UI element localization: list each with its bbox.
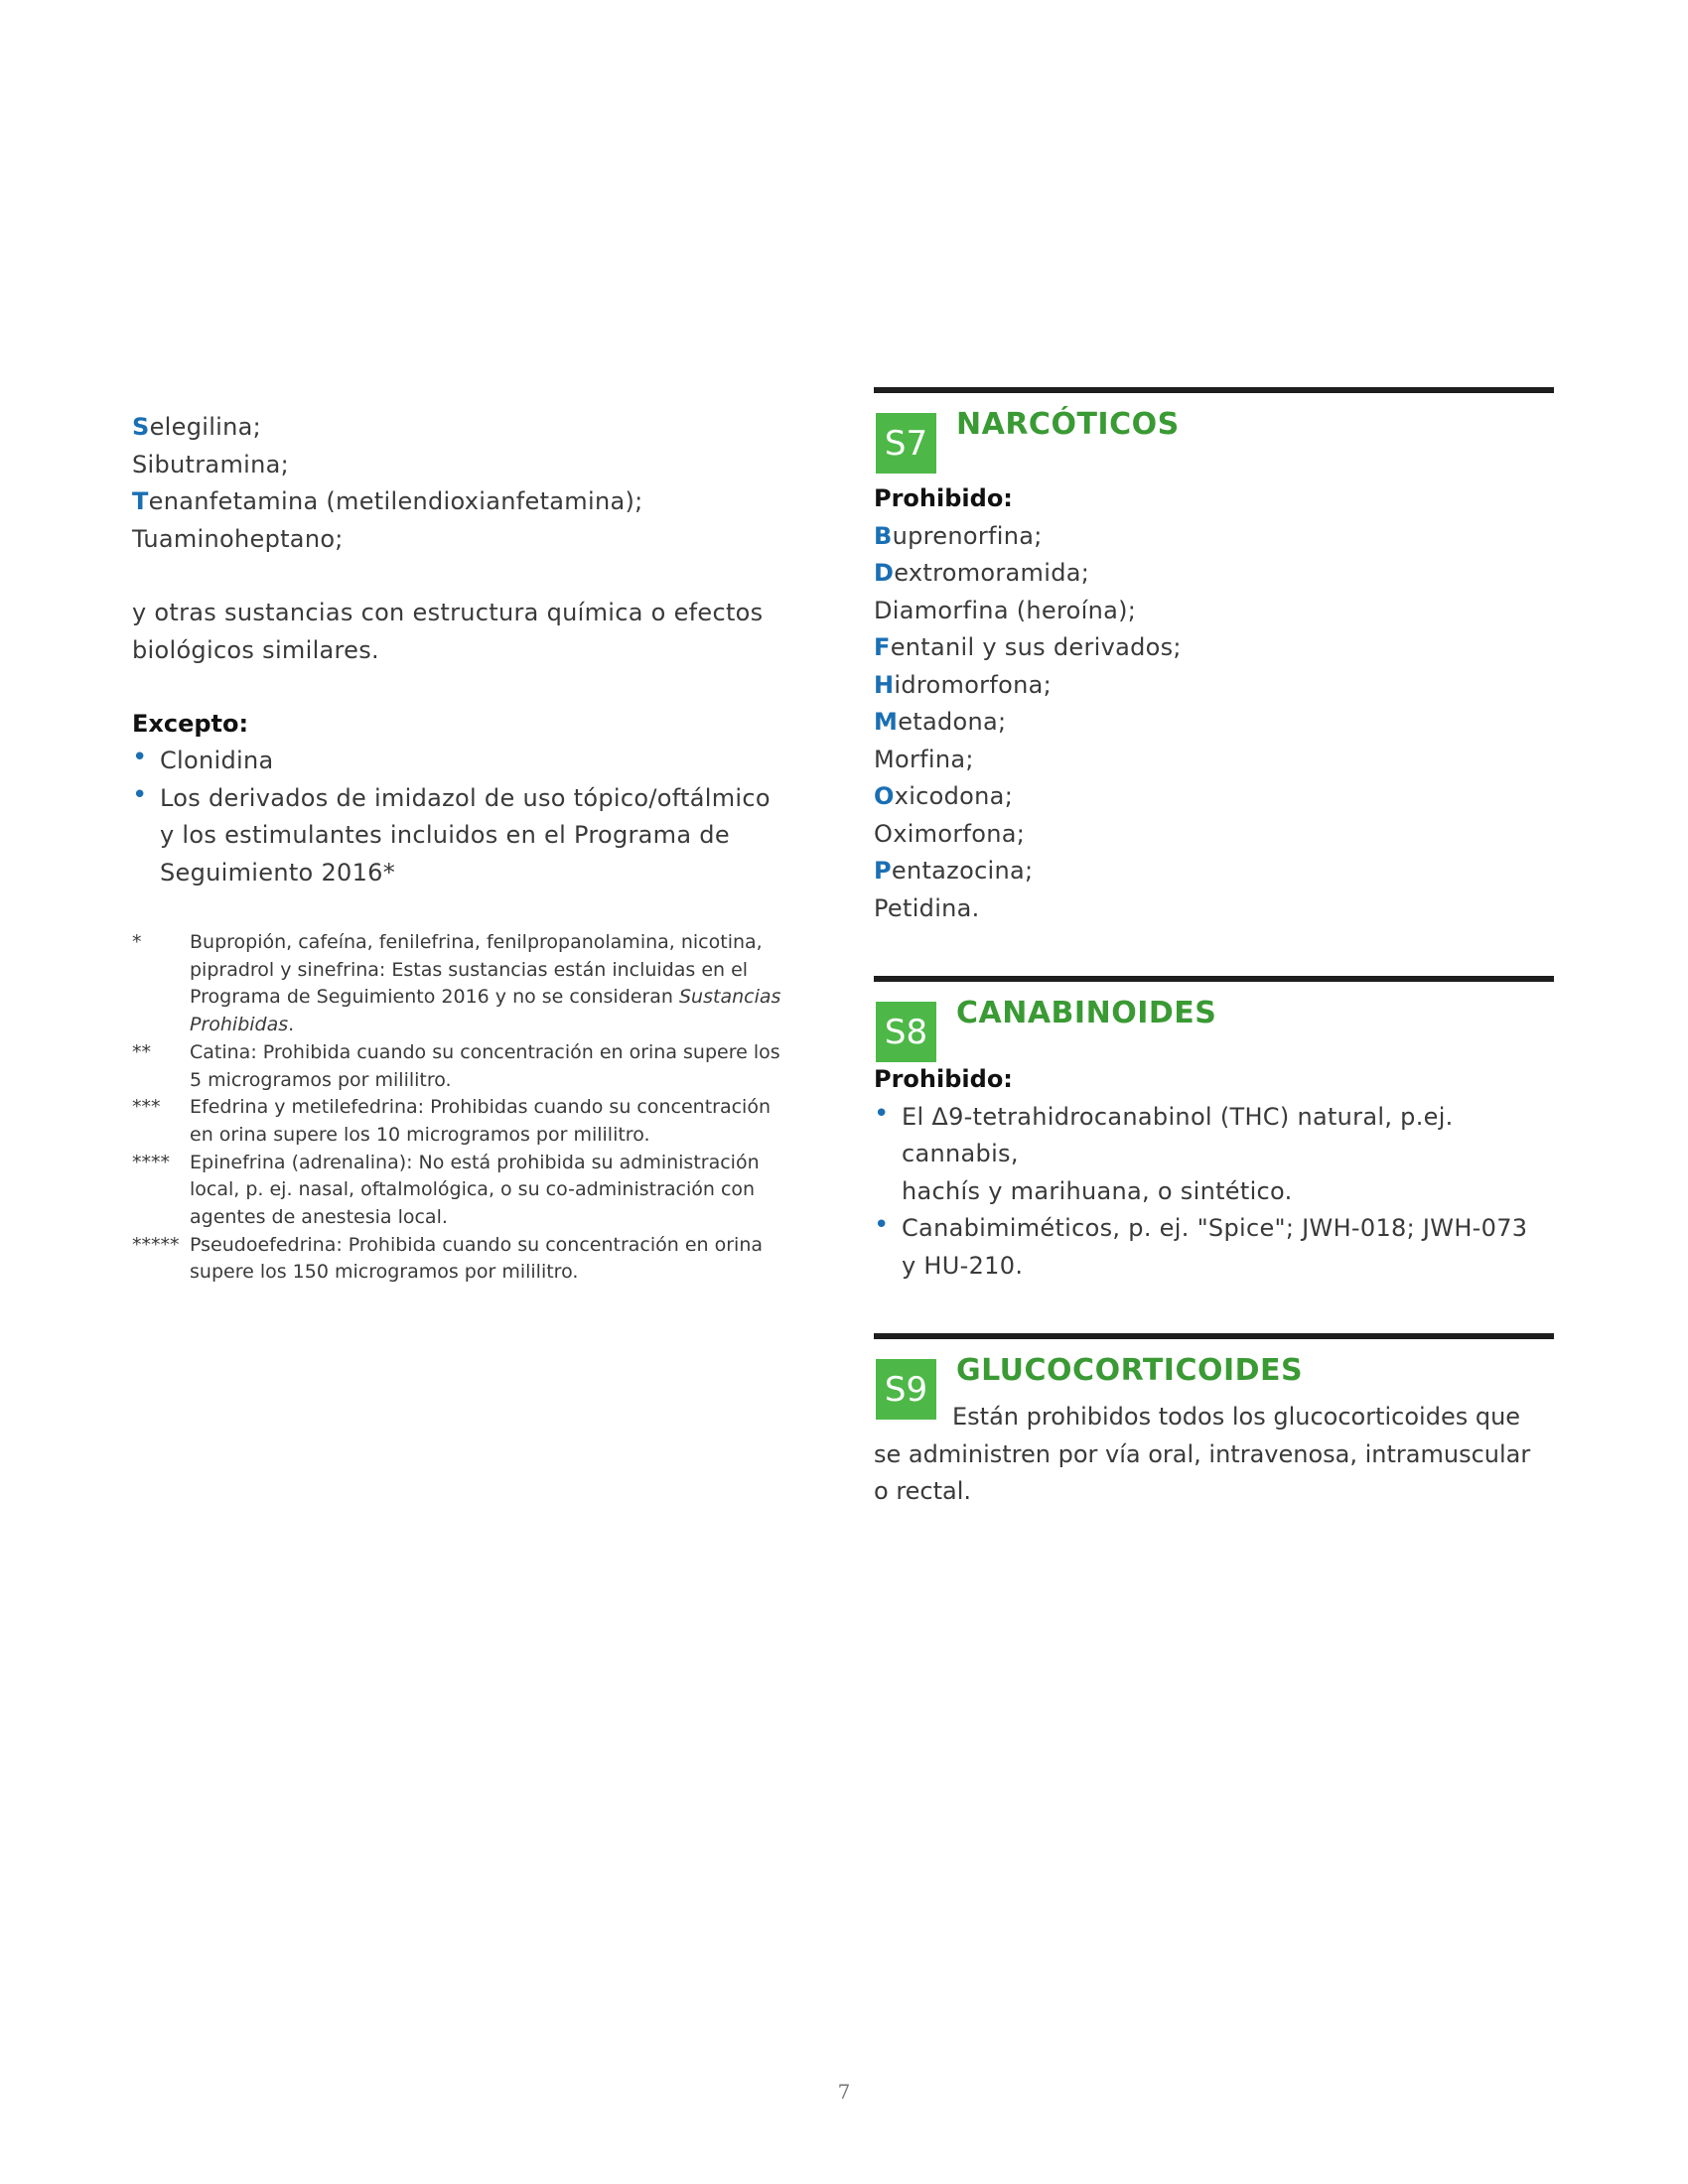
- footnote-line: [190, 929, 807, 957]
- footnote-line: [190, 1122, 807, 1150]
- list-item-line: • El Δ9-tetrahidrocanabinol (THC) natural, p.ej. cannabis,: [902, 1102, 1454, 1167]
- footnote: [132, 1150, 807, 1232]
- footnote-line-text: agentes de anestesia local.: [190, 1206, 448, 1229]
- substance-name: etadona;: [898, 708, 1007, 736]
- section-header: [874, 393, 1554, 480]
- substance-item: [132, 483, 807, 521]
- list-item: [874, 1210, 1554, 1285]
- substance-name: extromoramida;: [894, 559, 1090, 587]
- footnote-line: [190, 1067, 807, 1095]
- text-line: se administren por vía oral, intravenosa, intramuscular: [874, 1439, 1531, 1468]
- initial-letter: T: [132, 524, 144, 553]
- list-item-line: y HU-210.: [902, 1251, 1024, 1280]
- substance-item: [132, 409, 807, 447]
- initial-letter: M: [874, 708, 899, 736]
- footnote: [132, 1094, 807, 1149]
- substance-name: entazocina;: [891, 857, 1034, 885]
- footnote-line-text: Epinefrina (adrenalina): No está prohibida su administración: [190, 1151, 760, 1173]
- paragraph-line: y otras sustancias con estructura química o efectos: [132, 599, 764, 626]
- footnote-mark: *****: [132, 1233, 180, 1256]
- list-item-line: Seguimiento 2016*: [160, 858, 396, 887]
- substance-item: [874, 704, 1554, 742]
- footnote-text: [190, 1150, 807, 1232]
- except-heading: Excepto:: [132, 710, 249, 738]
- substance-item: [874, 555, 1554, 593]
- footnote-line: [190, 1094, 807, 1122]
- list-item-line: • Los derivados de imidazol de uso tópico/oftálmico: [160, 783, 771, 812]
- section-badge: S7: [876, 413, 936, 474]
- footnote-punctuation: .: [288, 1014, 295, 1036]
- similar-substances-paragraph: [132, 595, 807, 669]
- list-item-line: y los estimulantes incluidos en el Programa de: [160, 821, 730, 849]
- footnote-line: [190, 1232, 807, 1260]
- footnote-text: [190, 1039, 807, 1094]
- substance-item: [132, 521, 807, 559]
- substance-name: uaminoheptano;: [143, 524, 344, 553]
- substance-item: [874, 518, 1554, 556]
- footnote-line-text: Catina: Prohibida cuando su concentración en orina supere los: [190, 1040, 780, 1063]
- footnote-line-text: supere los 150 microgramos por mililitro.: [190, 1261, 579, 1284]
- substance-name: ibutramina;: [147, 450, 289, 478]
- section-badge: S8: [876, 1002, 936, 1062]
- footnote-text: [190, 1232, 807, 1287]
- section-title: CANABINOIDES: [956, 996, 1217, 1030]
- right-column: [874, 387, 1554, 1511]
- initial-letter: F: [874, 633, 891, 661]
- initial-letter: D: [874, 559, 895, 587]
- section-s9: [874, 1333, 1554, 1511]
- substance-name: entanil y sus derivados;: [890, 633, 1182, 661]
- section-title: GLUCOCORTICOIDES: [956, 1353, 1304, 1388]
- footnote-line: [190, 957, 807, 985]
- initial-letter: S: [132, 413, 150, 441]
- initial-letter: M: [874, 745, 896, 773]
- footnote-line-text: Programa de Seguimiento 2016 y no se consideran: [190, 986, 679, 1009]
- list-item: [874, 1099, 1554, 1211]
- list-item-line: • Canabimiméticos, p. ej. "Spice"; JWH-018; JWH-073: [902, 1214, 1528, 1242]
- list-item: [132, 743, 807, 780]
- initial-letter: O: [874, 782, 895, 810]
- substance-item: [874, 593, 1554, 630]
- glucocorticoids-text: [874, 1399, 1554, 1511]
- list-item: [132, 780, 807, 892]
- initial-letter: O: [874, 819, 894, 848]
- footnote-line: [190, 984, 807, 1038]
- substance-item: [874, 667, 1554, 705]
- footnote-text: [190, 1094, 807, 1149]
- initial-letter: S: [132, 450, 148, 478]
- footnote: [132, 1232, 807, 1287]
- substance-item: [874, 629, 1554, 667]
- footnote-line-text: Pseudoefedrina: Prohibida cuando su concentración en orina: [190, 1233, 764, 1256]
- footnote-mark: *: [132, 931, 142, 953]
- footnote-line: [190, 1259, 807, 1287]
- footnote-line-text: en orina supere los 10 microgramos por mililitro.: [190, 1123, 650, 1146]
- text-line: o rectal.: [874, 1477, 972, 1505]
- footnote-line: [190, 1204, 807, 1232]
- initial-letter: T: [132, 487, 149, 515]
- footnote-line: [190, 1039, 807, 1067]
- prohibited-label: Prohibido:: [874, 1065, 1013, 1093]
- initial-letter: D: [874, 596, 893, 624]
- substance-name: ximorfona;: [893, 819, 1026, 848]
- page-number: 7: [837, 2080, 851, 2104]
- footnote-mark: ****: [132, 1151, 170, 1173]
- footnote-line: [190, 1150, 807, 1177]
- substance-item: [874, 890, 1554, 928]
- section-s7: [874, 387, 1554, 927]
- footnote-line-text: pipradrol y sinefrina: Estas sustancias están incluidas en el: [190, 958, 749, 981]
- footnotes: [132, 929, 807, 1287]
- footnote-mark: ***: [132, 1096, 161, 1119]
- substance-name: idromorfona;: [894, 670, 1052, 699]
- initial-letter: P: [874, 857, 892, 885]
- footnote: [132, 929, 807, 1039]
- substance-name: etidina.: [887, 893, 980, 922]
- substance-item: [874, 816, 1554, 854]
- list-item-line: hachís y marihuana, o sintético.: [902, 1176, 1293, 1205]
- prohibited-label: Prohibido:: [874, 484, 1013, 512]
- initial-letter: P: [874, 893, 888, 922]
- narcotics-list: [874, 518, 1554, 928]
- except-list: [132, 743, 807, 891]
- substance-item: [874, 853, 1554, 890]
- substance-name: xicodona;: [894, 782, 1014, 810]
- footnote-line-text: 5 microgramos por mililitro.: [190, 1068, 452, 1091]
- section-s8: [874, 976, 1554, 1285]
- initial-letter: B: [874, 521, 893, 550]
- substance-name: enanfetamina (metilendioxianfetamina);: [148, 487, 643, 515]
- substance-list: [132, 409, 807, 558]
- footnote-line-text: Bupropión, cafeína, fenilefrina, fenilpropanolamina, nicotina,: [190, 931, 763, 953]
- footnote-line-text: local, p. ej. nasal, oftalmológica, o su co-administración con: [190, 1178, 756, 1201]
- list-item-line: • Clonidina: [160, 747, 274, 774]
- substance-name: orfina;: [895, 745, 974, 773]
- substance-item: [874, 742, 1554, 779]
- substance-name: uprenorfina;: [892, 521, 1043, 550]
- section-title: NARCÓTICOS: [956, 407, 1180, 442]
- text-line: Están prohibidos todos los glucocorticoides que: [952, 1403, 1521, 1431]
- initial-letter: H: [874, 670, 895, 699]
- section-badge: S9: [876, 1359, 936, 1420]
- substance-name: iamorfina (heroína);: [892, 596, 1137, 624]
- section-header: [874, 1339, 1554, 1410]
- footnote: [132, 1039, 807, 1094]
- substance-item: [874, 778, 1554, 816]
- cannabinoids-list: [874, 1099, 1554, 1286]
- substance-name: elegilina;: [149, 413, 262, 441]
- paragraph-line: biológicos similares.: [132, 635, 379, 664]
- section-header: [874, 982, 1554, 1069]
- footnote-italic-term: Sustancias Prohibidas: [190, 986, 781, 1036]
- left-column: [132, 409, 807, 1287]
- footnote-line-text: Efedrina y metilefedrina: Prohibidas cuando su concentración: [190, 1096, 772, 1119]
- footnote-line: [190, 1176, 807, 1204]
- footnote-text: [190, 929, 807, 1039]
- substance-item: [132, 447, 807, 484]
- footnote-mark: **: [132, 1040, 151, 1063]
